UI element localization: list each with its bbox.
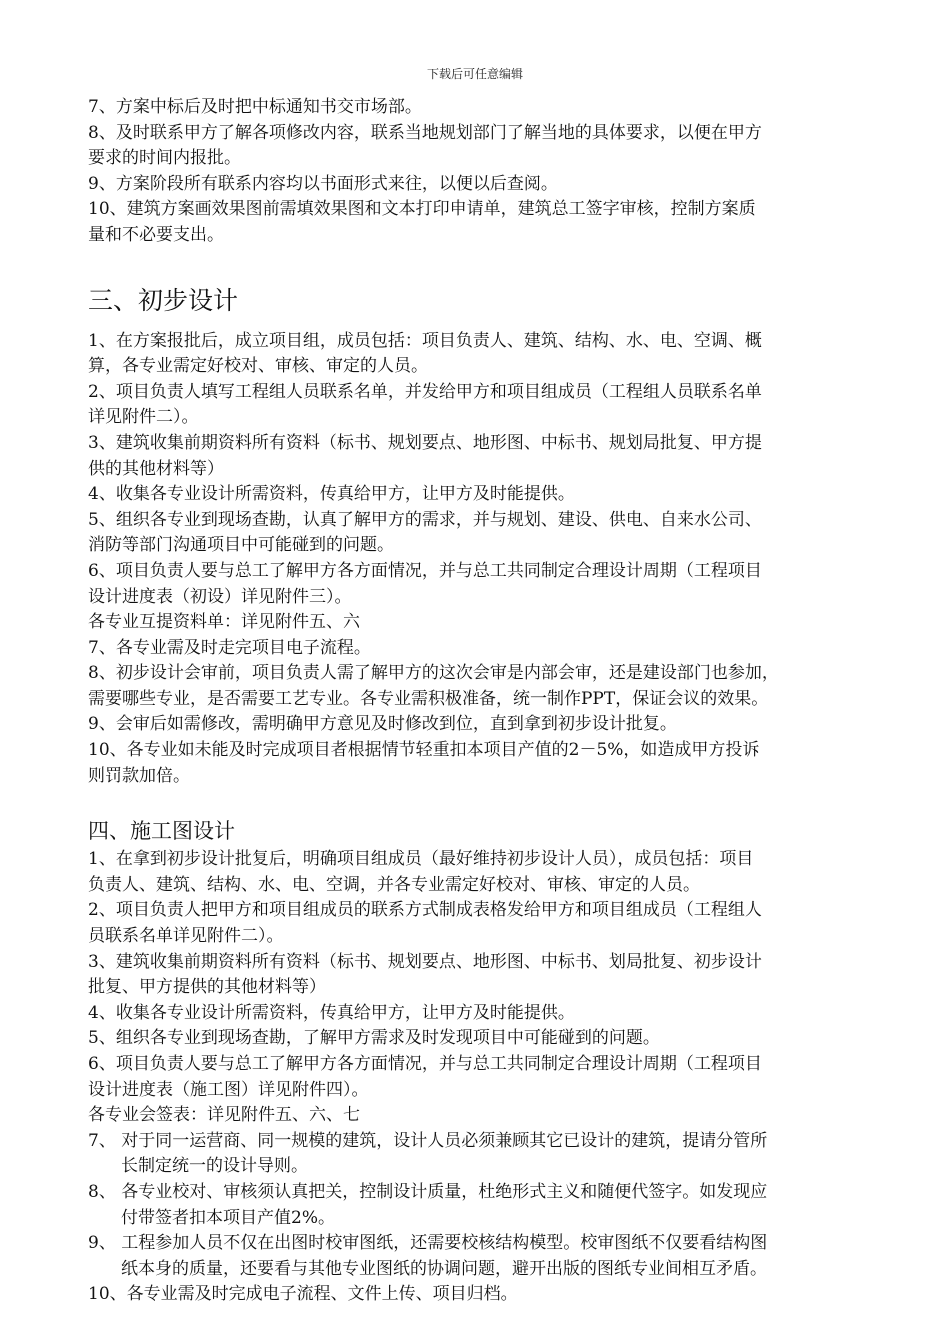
paragraph-line: 10、各专业需及时完成电子流程、文件上传、项目归档。	[88, 1284, 518, 1305]
paragraph-line: 9、 工程参加人员不仅在出图时校审图纸，还需要校核结构模型。校审图纸不仅要看结构图	[88, 1233, 768, 1254]
part1-list	[88, 95, 858, 249]
section3-list	[88, 329, 858, 790]
paragraph-line: 各专业互提资料单：详见附件五、六	[88, 612, 360, 633]
paragraph-line: 4、收集各专业设计所需资料，传真给甲方，让甲方及时能提供。	[88, 1002, 575, 1023]
paragraph-line: 长制定统一的设计导则。	[121, 1156, 308, 1177]
paragraph-line: 3、建筑收集前期资料所有资料（标书、规划要点、地形图、中标书、划局批复、初步设计	[88, 951, 762, 972]
section-heading-preliminary-design: 三、初步设计	[88, 285, 239, 315]
section-heading-construction-drawing: 四、施工图设计	[88, 819, 235, 844]
paragraph-line: 纸本身的质量，还要看与其他专业图纸的协调问题，避开出版的图纸专业间相互矛盾。	[121, 1258, 767, 1279]
paragraph-line: 9、方案阶段所有联系内容均以书面形式来往，以便以后查阅。	[88, 173, 558, 194]
paragraph-line: 9、会审后如需修改，需明确甲方意见及时修改到位，直到拿到初步设计批复。	[88, 714, 677, 735]
paragraph-line: 7、 对于同一运营商、同一规模的建筑，设计人员必须兼顾其它已设计的建筑，提请分管所	[88, 1130, 768, 1151]
paragraph-line: 2、项目负责人填写工程组人员联系名单，并发给甲方和项目组成员（工程组人员联系名单	[88, 381, 762, 402]
paragraph-line: 10、建筑方案画效果图前需填效果图和文本打印申请单，建筑总工签字审核，控制方案质	[88, 199, 756, 220]
paragraph-line: 1、在方案报批后，成立项目组，成员包括：项目负责人、建筑、结构、水、电、空调、概	[88, 330, 762, 351]
paragraph-line: 员联系名单详见附件二）。	[88, 926, 284, 947]
paragraph-line: 付带签者扣本项目产值2%。	[121, 1207, 335, 1228]
paragraph-line: 6、项目负责人要与总工了解甲方各方面情况，并与总工共同制定合理设计周期（工程项目	[88, 560, 762, 581]
section4-list	[88, 847, 858, 1308]
paragraph-line: 需要哪些专业，是否需要工艺专业。各专业需积极准备，统一制作PPT，保证会议的效果。	[88, 688, 769, 709]
paragraph-line: 消防等部门沟通项目中可能碰到的问题。	[88, 535, 394, 556]
paragraph-line: 8、及时联系甲方了解各项修改内容，联系当地规划部门了解当地的具体要求，以便在甲方	[88, 122, 762, 143]
paragraph-line: 各专业会签表：详见附件五、六、七	[88, 1105, 360, 1126]
paragraph-line: 10、各专业如未能及时完成项目者根据情节轻重扣本项目产值的2－5%，如造成甲方投诉	[88, 740, 760, 761]
document-body	[88, 95, 858, 1308]
paragraph-line: 4、收集各专业设计所需资料，传真给甲方，让甲方及时能提供。	[88, 484, 575, 505]
page-header-note: 下载后可任意编辑	[426, 67, 523, 81]
paragraph-line: 算，各专业需定好校对、审核、审定的人员。	[88, 356, 428, 377]
paragraph-line: 5、组织各专业到现场查勘，了解甲方需求及时发现项目中可能碰到的问题。	[88, 1028, 660, 1049]
paragraph-line: 5、组织各专业到现场查勘，认真了解甲方的需求，并与规划、建设、供电、自来水公司、	[88, 509, 762, 530]
paragraph-line: 2、项目负责人把甲方和项目组成员的联系方式制成表格发给甲方和项目组成员（工程组人	[88, 900, 762, 921]
paragraph-line: 设计进度表（初设）详见附件三）。	[88, 586, 352, 607]
paragraph-line: 供的其他材料等）	[88, 458, 224, 479]
paragraph-line: 量和不必要支出。	[88, 224, 224, 245]
paragraph-line: 则罚款加倍。	[88, 765, 190, 786]
paragraph-line: 7、方案中标后及时把中标通知书交市场部。	[88, 97, 422, 117]
paragraph-line: 详见附件二）。	[88, 407, 199, 428]
paragraph-line: 负责人、建筑、结构、水、电、空调，并各专业需定好校对、审核、审定的人员。	[88, 874, 700, 895]
paragraph-line: 1、在拿到初步设计批复后，明确项目组成员（最好维持初步设计人员），成员包括：项目	[88, 849, 754, 870]
paragraph-line: 6、项目负责人要与总工了解甲方各方面情况，并与总工共同制定合理设计周期（工程项目	[88, 1054, 762, 1074]
paragraph-line: 7、各专业需及时走完项目电子流程。	[88, 637, 371, 658]
paragraph-line: 批复、甲方提供的其他材料等）	[88, 977, 326, 998]
paragraph-line: 8、 各专业校对、审核须认真把关，控制设计质量，杜绝形式主义和随便代签字。如发现应	[88, 1181, 768, 1202]
paragraph-line: 3、建筑收集前期资料所有资料（标书、规划要点、地形图、中标书、规划局批复、甲方提	[88, 432, 762, 453]
paragraph-line: 设计进度表（施工图）详见附件四）。	[88, 1079, 369, 1100]
paragraph-line: 8、初步设计会审前，项目负责人需了解甲方的这次会审是内部会审，还是建设部门也参加，	[88, 663, 779, 684]
paragraph-line: 要求的时间内报批。	[88, 148, 241, 169]
